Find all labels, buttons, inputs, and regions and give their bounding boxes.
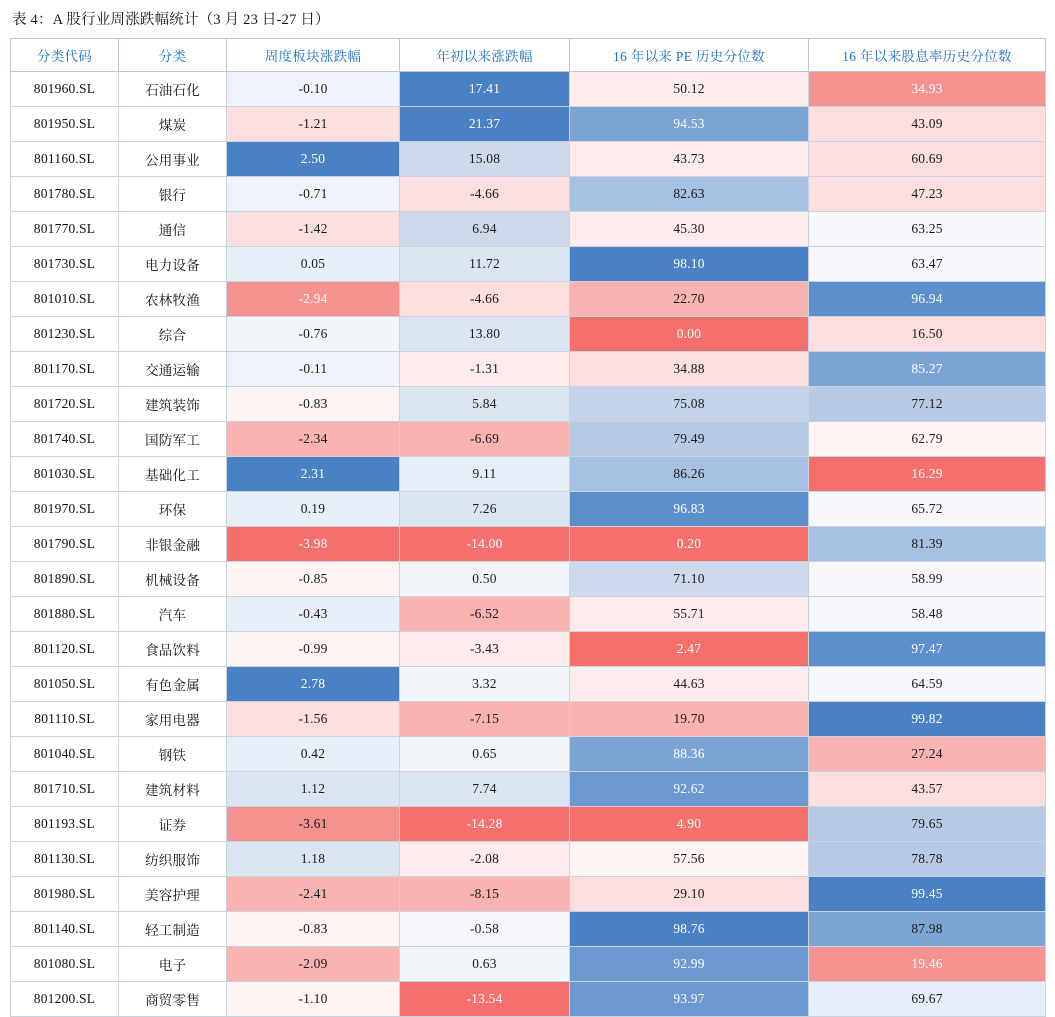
cell-dividend-percentile: 64.59 [809,667,1046,702]
cell-category: 通信 [119,212,227,247]
cell-pe-percentile: 92.62 [570,772,809,807]
cell-pe-percentile: 50.12 [570,72,809,107]
cell-ytd-change: -14.00 [400,527,570,562]
cell-category: 国防军工 [119,422,227,457]
cell-code: 801030.SL [11,457,119,492]
table-row [11,772,1046,807]
cell-ytd-change: -8.15 [400,877,570,912]
cell-dividend-percentile: 99.45 [809,877,1046,912]
cell-code: 801960.SL [11,72,119,107]
cell-dividend-percentile: 99.82 [809,702,1046,737]
cell-weekly-change: 2.31 [227,457,400,492]
cell-dividend-percentile: 63.47 [809,247,1046,282]
cell-dividend-percentile: 79.65 [809,807,1046,842]
cell-pe-percentile: 19.70 [570,702,809,737]
cell-dividend-percentile: 97.47 [809,632,1046,667]
cell-pe-percentile: 34.88 [570,352,809,387]
table-row [11,982,1046,1017]
table-row [11,352,1046,387]
cell-category: 建筑装饰 [119,387,227,422]
cell-ytd-change: -13.54 [400,982,570,1017]
cell-weekly-change: -2.94 [227,282,400,317]
table-row [11,527,1046,562]
cell-dividend-percentile: 69.67 [809,982,1046,1017]
cell-category: 综合 [119,317,227,352]
cell-weekly-change: -1.56 [227,702,400,737]
cell-pe-percentile: 57.56 [570,842,809,877]
cell-code: 801080.SL [11,947,119,982]
table-header [11,39,1046,72]
cell-pe-percentile: 0.00 [570,317,809,352]
cell-category: 基础化工 [119,457,227,492]
cell-code: 801720.SL [11,387,119,422]
cell-ytd-change: 0.65 [400,737,570,772]
column-header-category: 分类 [119,39,227,72]
column-header-pe-percentile: 16 年以来 PE 历史分位数 [570,39,809,72]
cell-ytd-change: -6.69 [400,422,570,457]
cell-dividend-percentile: 47.23 [809,177,1046,212]
cell-pe-percentile: 22.70 [570,282,809,317]
table-row [11,247,1046,282]
cell-weekly-change: -0.11 [227,352,400,387]
cell-code: 801193.SL [11,807,119,842]
cell-ytd-change: 7.74 [400,772,570,807]
cell-pe-percentile: 71.10 [570,562,809,597]
cell-code: 801170.SL [11,352,119,387]
cell-dividend-percentile: 58.48 [809,597,1046,632]
table-row [11,947,1046,982]
cell-category: 煤炭 [119,107,227,142]
cell-ytd-change: 11.72 [400,247,570,282]
table-row [11,142,1046,177]
cell-category: 有色金属 [119,667,227,702]
table-row [11,212,1046,247]
cell-code: 801130.SL [11,842,119,877]
cell-code: 801770.SL [11,212,119,247]
table-row [11,562,1046,597]
cell-weekly-change: 0.19 [227,492,400,527]
cell-ytd-change: -2.08 [400,842,570,877]
cell-ytd-change: -3.43 [400,632,570,667]
cell-ytd-change: 17.41 [400,72,570,107]
cell-dividend-percentile: 65.72 [809,492,1046,527]
cell-ytd-change: 9.11 [400,457,570,492]
cell-category: 交通运输 [119,352,227,387]
cell-ytd-change: 0.63 [400,947,570,982]
cell-code: 801040.SL [11,737,119,772]
cell-weekly-change: 2.50 [227,142,400,177]
industry-weekly-performance-table [10,38,1046,1017]
cell-pe-percentile: 92.99 [570,947,809,982]
cell-ytd-change: -0.58 [400,912,570,947]
cell-ytd-change: 0.50 [400,562,570,597]
cell-weekly-change: -3.98 [227,527,400,562]
cell-pe-percentile: 4.90 [570,807,809,842]
column-header-weekly-change: 周度板块涨跌幅 [227,39,400,72]
cell-ytd-change: 13.80 [400,317,570,352]
cell-code: 801120.SL [11,632,119,667]
cell-weekly-change: 1.18 [227,842,400,877]
table-row [11,842,1046,877]
cell-dividend-percentile: 16.29 [809,457,1046,492]
cell-pe-percentile: 75.08 [570,387,809,422]
cell-category: 建筑材料 [119,772,227,807]
cell-category: 电力设备 [119,247,227,282]
cell-ytd-change: 5.84 [400,387,570,422]
cell-pe-percentile: 43.73 [570,142,809,177]
cell-weekly-change: -0.43 [227,597,400,632]
cell-code: 801780.SL [11,177,119,212]
cell-category: 石油石化 [119,72,227,107]
table-row [11,422,1046,457]
cell-dividend-percentile: 43.57 [809,772,1046,807]
cell-pe-percentile: 79.49 [570,422,809,457]
cell-code: 801050.SL [11,667,119,702]
table-row [11,72,1046,107]
cell-weekly-change: 2.78 [227,667,400,702]
cell-pe-percentile: 29.10 [570,877,809,912]
cell-category: 电子 [119,947,227,982]
table-row [11,387,1046,422]
cell-code: 801730.SL [11,247,119,282]
cell-category: 轻工制造 [119,912,227,947]
cell-ytd-change: 15.08 [400,142,570,177]
cell-weekly-change: -2.41 [227,877,400,912]
cell-code: 801950.SL [11,107,119,142]
table-row [11,702,1046,737]
cell-category: 银行 [119,177,227,212]
cell-ytd-change: -4.66 [400,177,570,212]
cell-category: 钢铁 [119,737,227,772]
cell-pe-percentile: 55.71 [570,597,809,632]
cell-dividend-percentile: 19.46 [809,947,1046,982]
table-row [11,912,1046,947]
cell-weekly-change: -0.71 [227,177,400,212]
cell-code: 801890.SL [11,562,119,597]
cell-pe-percentile: 96.83 [570,492,809,527]
cell-weekly-change: -1.42 [227,212,400,247]
cell-weekly-change: -0.99 [227,632,400,667]
table-row [11,632,1046,667]
table-row [11,597,1046,632]
cell-dividend-percentile: 62.79 [809,422,1046,457]
cell-weekly-change: 1.12 [227,772,400,807]
cell-category: 美容护理 [119,877,227,912]
cell-code: 801710.SL [11,772,119,807]
cell-category: 食品饮料 [119,632,227,667]
cell-dividend-percentile: 63.25 [809,212,1046,247]
cell-weekly-change: -0.85 [227,562,400,597]
cell-pe-percentile: 88.36 [570,737,809,772]
cell-weekly-change: -3.61 [227,807,400,842]
cell-pe-percentile: 98.10 [570,247,809,282]
cell-code: 801230.SL [11,317,119,352]
cell-dividend-percentile: 85.27 [809,352,1046,387]
table-row [11,807,1046,842]
cell-weekly-change: -0.83 [227,387,400,422]
cell-category: 农林牧渔 [119,282,227,317]
cell-weekly-change: -0.10 [227,72,400,107]
cell-dividend-percentile: 60.69 [809,142,1046,177]
cell-dividend-percentile: 96.94 [809,282,1046,317]
cell-weekly-change: -1.10 [227,982,400,1017]
cell-category: 环保 [119,492,227,527]
cell-category: 纺织服饰 [119,842,227,877]
cell-code: 801740.SL [11,422,119,457]
cell-ytd-change: 6.94 [400,212,570,247]
header-row [11,39,1046,72]
cell-code: 801110.SL [11,702,119,737]
cell-dividend-percentile: 87.98 [809,912,1046,947]
cell-ytd-change: -6.52 [400,597,570,632]
cell-code: 801140.SL [11,912,119,947]
cell-dividend-percentile: 77.12 [809,387,1046,422]
cell-pe-percentile: 93.97 [570,982,809,1017]
cell-category: 汽车 [119,597,227,632]
table-row [11,107,1046,142]
cell-pe-percentile: 45.30 [570,212,809,247]
cell-ytd-change: -7.15 [400,702,570,737]
table-row [11,667,1046,702]
cell-weekly-change: -2.09 [227,947,400,982]
cell-dividend-percentile: 27.24 [809,737,1046,772]
cell-code: 801160.SL [11,142,119,177]
cell-category: 证券 [119,807,227,842]
cell-code: 801200.SL [11,982,119,1017]
cell-weekly-change: -2.34 [227,422,400,457]
cell-dividend-percentile: 34.93 [809,72,1046,107]
cell-ytd-change: 21.37 [400,107,570,142]
cell-pe-percentile: 0.20 [570,527,809,562]
cell-dividend-percentile: 78.78 [809,842,1046,877]
table-row [11,457,1046,492]
cell-code: 801880.SL [11,597,119,632]
cell-ytd-change: 7.26 [400,492,570,527]
table-row [11,177,1046,212]
cell-pe-percentile: 2.47 [570,632,809,667]
cell-weekly-change: -1.21 [227,107,400,142]
table-row [11,282,1046,317]
cell-dividend-percentile: 58.99 [809,562,1046,597]
cell-code: 801970.SL [11,492,119,527]
column-header-dividend-percentile: 16 年以来股息率历史分位数 [809,39,1046,72]
cell-code: 801010.SL [11,282,119,317]
cell-weekly-change: -0.83 [227,912,400,947]
cell-category: 商贸零售 [119,982,227,1017]
cell-pe-percentile: 44.63 [570,667,809,702]
cell-ytd-change: 3.32 [400,667,570,702]
table-body [11,72,1046,1017]
cell-code: 801790.SL [11,527,119,562]
cell-weekly-change: -0.76 [227,317,400,352]
table-row [11,737,1046,772]
cell-category: 家用电器 [119,702,227,737]
table-caption: 表 4：A 股行业周涨跌幅统计（3 月 23 日-27 日） [12,12,330,28]
table-row [11,492,1046,527]
table-row [11,877,1046,912]
cell-dividend-percentile: 16.50 [809,317,1046,352]
cell-pe-percentile: 98.76 [570,912,809,947]
cell-pe-percentile: 82.63 [570,177,809,212]
cell-dividend-percentile: 43.09 [809,107,1046,142]
column-header-ytd-change: 年初以来涨跌幅 [400,39,570,72]
cell-category: 公用事业 [119,142,227,177]
column-header-code: 分类代码 [11,39,119,72]
cell-weekly-change: 0.42 [227,737,400,772]
table-row [11,317,1046,352]
cell-weekly-change: 0.05 [227,247,400,282]
cell-pe-percentile: 94.53 [570,107,809,142]
cell-ytd-change: -1.31 [400,352,570,387]
cell-ytd-change: -4.66 [400,282,570,317]
cell-code: 801980.SL [11,877,119,912]
cell-pe-percentile: 86.26 [570,457,809,492]
cell-category: 机械设备 [119,562,227,597]
cell-dividend-percentile: 81.39 [809,527,1046,562]
cell-category: 非银金融 [119,527,227,562]
cell-ytd-change: -14.28 [400,807,570,842]
